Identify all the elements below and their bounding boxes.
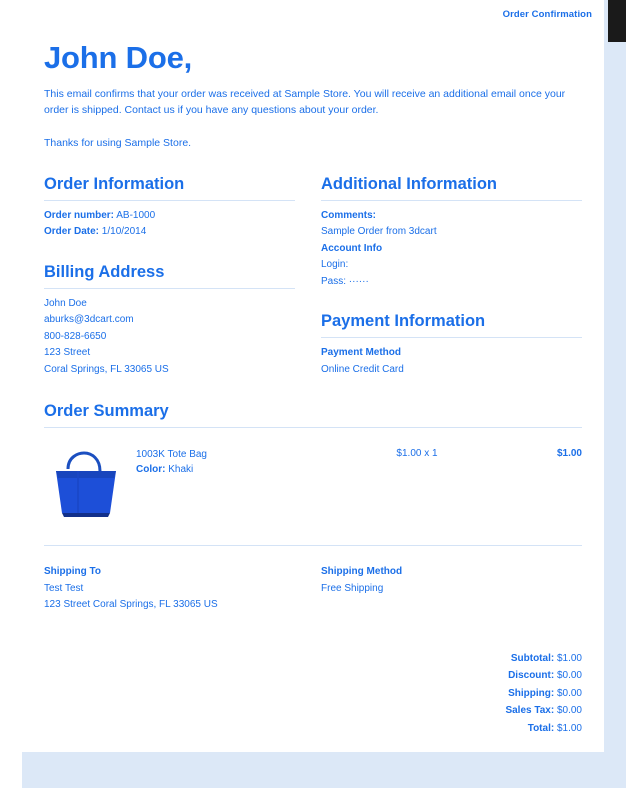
additional-information-heading: Additional Information bbox=[321, 175, 582, 201]
order-date-label: Order Date: bbox=[44, 226, 100, 238]
billing-address-heading: Billing Address bbox=[44, 263, 295, 289]
shipping-to-column bbox=[44, 564, 313, 614]
order-summary-heading: Order Summary bbox=[44, 402, 582, 428]
login-label: Login: bbox=[321, 259, 349, 271]
billing-name: John Doe bbox=[44, 297, 87, 309]
subtotal-label: Subtotal: bbox=[510, 652, 555, 664]
order-confirmation-document bbox=[22, 0, 604, 752]
total-label: Total: bbox=[527, 722, 555, 734]
totals-block bbox=[44, 650, 582, 738]
shipping-method-value: Free Shipping bbox=[321, 582, 384, 594]
pass-value: ······ bbox=[348, 275, 369, 287]
document-body bbox=[22, 40, 604, 737]
shipping-method-title: Shipping Method bbox=[321, 566, 403, 578]
comments-value: Sample Order from 3dcart bbox=[321, 226, 437, 238]
pass-row bbox=[321, 274, 582, 291]
order-item-name: 1003K Tote Bag bbox=[136, 449, 207, 461]
billing-street: 123 Street bbox=[44, 347, 91, 359]
discount-label: Discount: bbox=[508, 670, 555, 682]
order-date-value: 1/10/2014 bbox=[101, 226, 147, 238]
shipping-to-name: Test Test bbox=[44, 582, 84, 594]
order-number-label: Order number: bbox=[44, 209, 115, 221]
payment-information-heading: Payment Information bbox=[321, 312, 582, 338]
payment-method-label: Payment Method bbox=[321, 347, 402, 359]
intro-paragraph: This email confirms that your order was received at Sample Store. You will receive an additional email once your order is shipped. Contact us if you have any questions about your order. bbox=[44, 88, 566, 117]
subtotal-value: $1.00 bbox=[556, 652, 582, 664]
order-item-qty: $1.00 x 1 bbox=[396, 448, 438, 460]
comments-label: Comments: bbox=[321, 209, 377, 221]
order-item-option-value: Khaki bbox=[168, 464, 194, 476]
pass-label: Pass: bbox=[321, 275, 347, 287]
billing-city-state: Coral Springs, FL 33065 US bbox=[44, 363, 169, 375]
order-item-price: $1.00 bbox=[556, 448, 582, 460]
shipping-label: Shipping: bbox=[508, 687, 555, 699]
right-info-column bbox=[313, 175, 582, 379]
total-row-total bbox=[44, 720, 582, 738]
sales-tax-label: Sales Tax: bbox=[505, 705, 555, 717]
page-bottom-margin bbox=[0, 752, 22, 788]
order-number-row bbox=[44, 208, 295, 225]
sales-tax-value: $0.00 bbox=[556, 705, 582, 717]
shipping-to-title: Shipping To bbox=[44, 566, 102, 578]
total-row-shipping bbox=[44, 685, 582, 703]
shipping-to-address: 123 Street Coral Springs, FL 33065 US bbox=[44, 599, 218, 611]
thanks-paragraph: Thanks for using Sample Store. bbox=[44, 136, 192, 149]
document-header bbox=[22, 0, 604, 30]
shipping-value: $0.00 bbox=[556, 687, 582, 699]
order-item-option-label: Color: bbox=[136, 464, 166, 476]
left-info-column bbox=[44, 175, 313, 379]
order-item-option bbox=[136, 462, 342, 478]
order-item-description bbox=[130, 447, 342, 478]
greeting-title: John Doe, bbox=[44, 40, 193, 75]
order-number-value: AB-1000 bbox=[116, 209, 156, 221]
order-summary-section bbox=[44, 402, 582, 737]
tote-bag-image bbox=[44, 447, 130, 525]
info-columns bbox=[44, 175, 582, 379]
order-date-row bbox=[44, 224, 295, 241]
total-row-sales-tax bbox=[44, 702, 582, 720]
billing-phone: 800-828-6650 bbox=[44, 330, 107, 342]
shipping-method-column bbox=[313, 564, 582, 614]
discount-value: $0.00 bbox=[556, 670, 582, 682]
account-info-label: Account Info bbox=[321, 242, 383, 254]
total-row-subtotal bbox=[44, 650, 582, 668]
order-information-heading: Order Information bbox=[44, 175, 295, 201]
shipping-columns bbox=[44, 564, 582, 614]
login-row bbox=[321, 257, 582, 274]
page-left-margin bbox=[0, 0, 22, 788]
window-edge-strip bbox=[608, 0, 626, 42]
billing-email: aburks@3dcart.com bbox=[44, 314, 134, 326]
total-value: $1.00 bbox=[556, 722, 582, 734]
payment-method-value: Online Credit Card bbox=[321, 363, 404, 375]
total-row-discount bbox=[44, 667, 582, 685]
document-header-label: Order Confirmation bbox=[502, 9, 592, 20]
order-item-row bbox=[44, 435, 582, 546]
